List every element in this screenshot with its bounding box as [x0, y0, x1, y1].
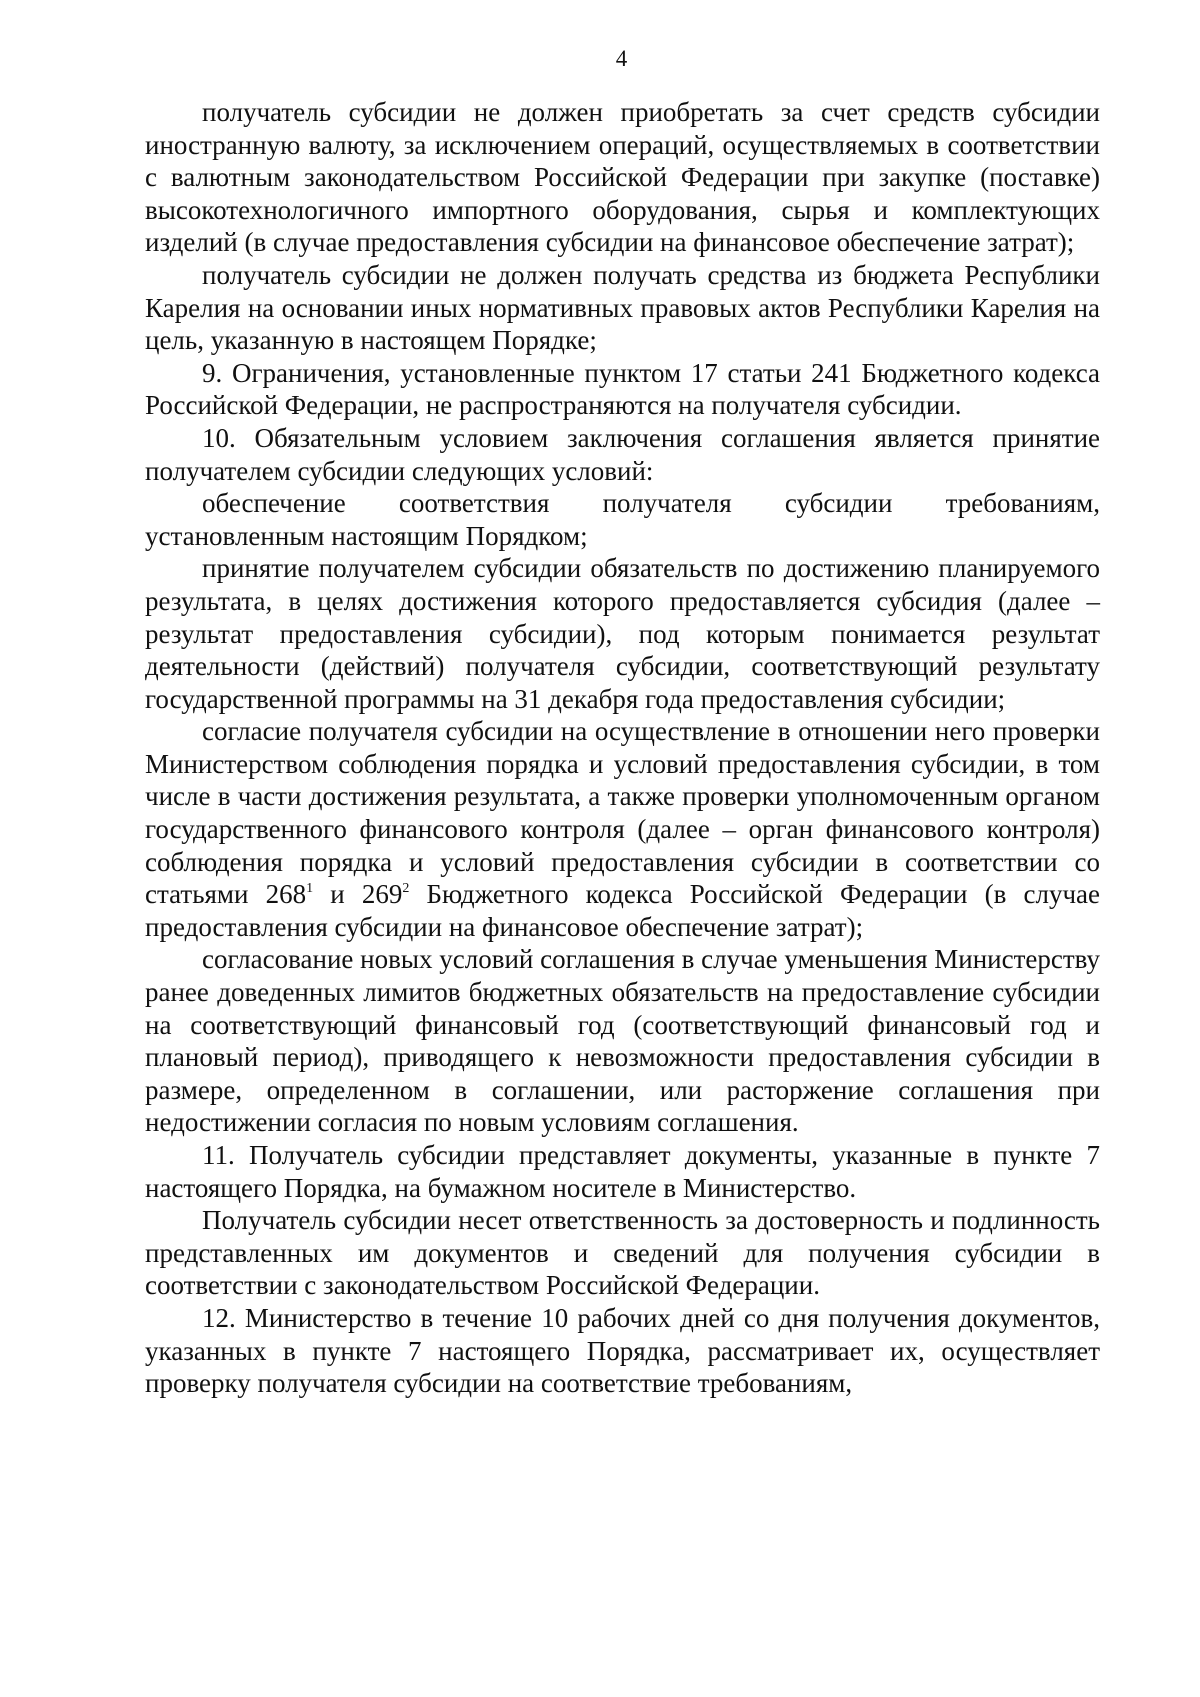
paragraph-audit-consent	[145, 715, 1100, 943]
paragraph-currency-restriction: получатель субсидии не должен приобретать за счет средств субсидии иностранную валюту, за исключением операций, осуществляемых в соответствии с валютным законодательством Российской Федерации при закупке (поставке) высокотехнологичного импортного оборудования, сырья и комплектующих изделий (в случае предоставления субсидии на финансовое обеспечение затрат);	[145, 97, 1100, 258]
superscript-article-269: 2	[402, 881, 410, 897]
paragraph-other-funds-restriction: получатель субсидии не должен получать средства из бюджета Республики Карелия на основании иных нормативных правовых актов Республики Карелия на цель, указанную в настоящем Порядке;	[145, 259, 1100, 356]
audit-consent-text-after: Бюджетного кодекса Российской Федерации (в случае предоставления субсидии на финансовое обеспечение затрат);	[145, 879, 1100, 942]
page-number: 4	[615, 46, 628, 71]
paragraph-result-obligation: принятие получателем субсидии обязательств по достижению планируемого результата, в целях достижения которого предоставляется субсидия (далее – результат предоставления субсидии), под которым понимается результат деятельности (действий) получателя субсидии, соответствующий результату государственной программы на 31 декабря года предоставления субсидии;	[145, 553, 1100, 714]
paragraph-compliance-condition: обеспечение соответствия получателя субсидии требованиям, установленным настоящим Порядком;	[145, 488, 1100, 551]
paragraph-item-12: 12. Министерство в течение 10 рабочих дней со дня получения документов, указанных в пункте 7 настоящего Порядка, рассматривает их, осуществляет проверку получателя субсидии на соответствие требованиям,	[145, 1302, 1100, 1399]
paragraph-responsibility: Получатель субсидии несет ответственность за достоверность и подлинность представленных им документов и сведений для получения субсидии в соответствии с законодательством Российской Федерации.	[145, 1205, 1100, 1301]
paragraph-item-9: 9. Ограничения, установленные пунктом 17 статьи 241 Бюджетного кодекса Российской Федерации, не распространяются на получателя субсидии.	[145, 357, 1100, 421]
paragraph-new-conditions: согласование новых условий соглашения в случае уменьшения Министерству ранее доведенных лимитов бюджетных обязательств на предоставление субсидии на соответствующий финансовый год (соответствующий финансовый год и плановый период), приводящего к невозможности предоставления субсидии в размере, определенном в соглашении, или расторжение соглашения при недостижении согласия по новым условиям соглашения.	[145, 944, 1100, 1138]
audit-consent-text-before: согласие получателя субсидии на осуществление в отношении него проверки Министерством соблюдения порядка и условий предоставления субсидии, в том числе в части достижения результата, а также проверки уполномоченным органом государственного финансового контроля (далее – орган финансового контроля) соблюдения порядка и условий предоставления субсидии в соответствии со статьями 268	[145, 716, 1100, 910]
paragraph-item-10: 10. Обязательным условием заключения соглашения является принятие получателем субсидии следующих условий:	[145, 422, 1100, 486]
audit-consent-text-middle: и 269	[313, 879, 403, 910]
document-body	[145, 96, 1100, 1400]
superscript-article-268: 1	[306, 881, 314, 897]
paragraph-item-11: 11. Получатель субсидии представляет документы, указанные в пункте 7 настоящего Порядка, на бумажном носителе в Министерство.	[145, 1140, 1100, 1203]
